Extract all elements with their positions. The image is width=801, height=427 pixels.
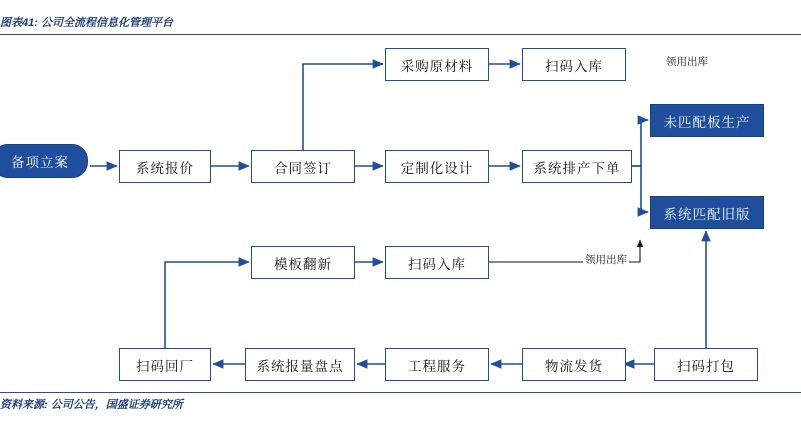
caption-divider-top	[0, 34, 801, 35]
source-divider-bottom	[0, 392, 801, 393]
edge-label-lingyong-chuku-bottom: 领用出库	[585, 254, 627, 266]
node-weipipei-banshengchan[interactable]: 未匹配板生产	[650, 104, 764, 137]
node-gongcheng-fuwu[interactable]: 工程服务	[385, 348, 489, 381]
node-xitong-baoliang-pandian[interactable]: 系统报量盘点	[245, 348, 355, 381]
node-xitong-baojia[interactable]: 系统报价	[119, 150, 211, 183]
node-beixiang-lian[interactable]: 备项立案	[0, 144, 88, 178]
node-dingzhihua-sheji[interactable]: 定制化设计	[385, 150, 489, 183]
node-xitong-pipei-jiuban[interactable]: 系统匹配旧版	[650, 196, 764, 229]
edge-label-lingyong-chuku-top: 领用出库	[666, 56, 708, 68]
node-hetong-qianding[interactable]: 合同签订	[251, 150, 355, 183]
node-saoma-ruku-top[interactable]: 扫码入库	[522, 48, 626, 81]
node-xitong-paichan-xiadan[interactable]: 系统排产下单	[522, 150, 632, 183]
node-saoma-huichang[interactable]: 扫码回厂	[119, 348, 211, 381]
node-caigou-yuancailiao[interactable]: 采购原材料	[385, 48, 489, 81]
node-saoma-ruku-mid[interactable]: 扫码入库	[385, 246, 489, 279]
node-muban-fanxin[interactable]: 模板翻新	[251, 246, 355, 279]
node-wuliu-fahuo[interactable]: 物流发货	[522, 348, 626, 381]
source-note: 资料来源: 公司公告，国盛证券研究所	[0, 399, 183, 411]
figure-caption: 图表41: 公司全流程信息化管理平台	[0, 17, 173, 29]
node-saoma-dabao[interactable]: 扫码打包	[654, 348, 758, 381]
